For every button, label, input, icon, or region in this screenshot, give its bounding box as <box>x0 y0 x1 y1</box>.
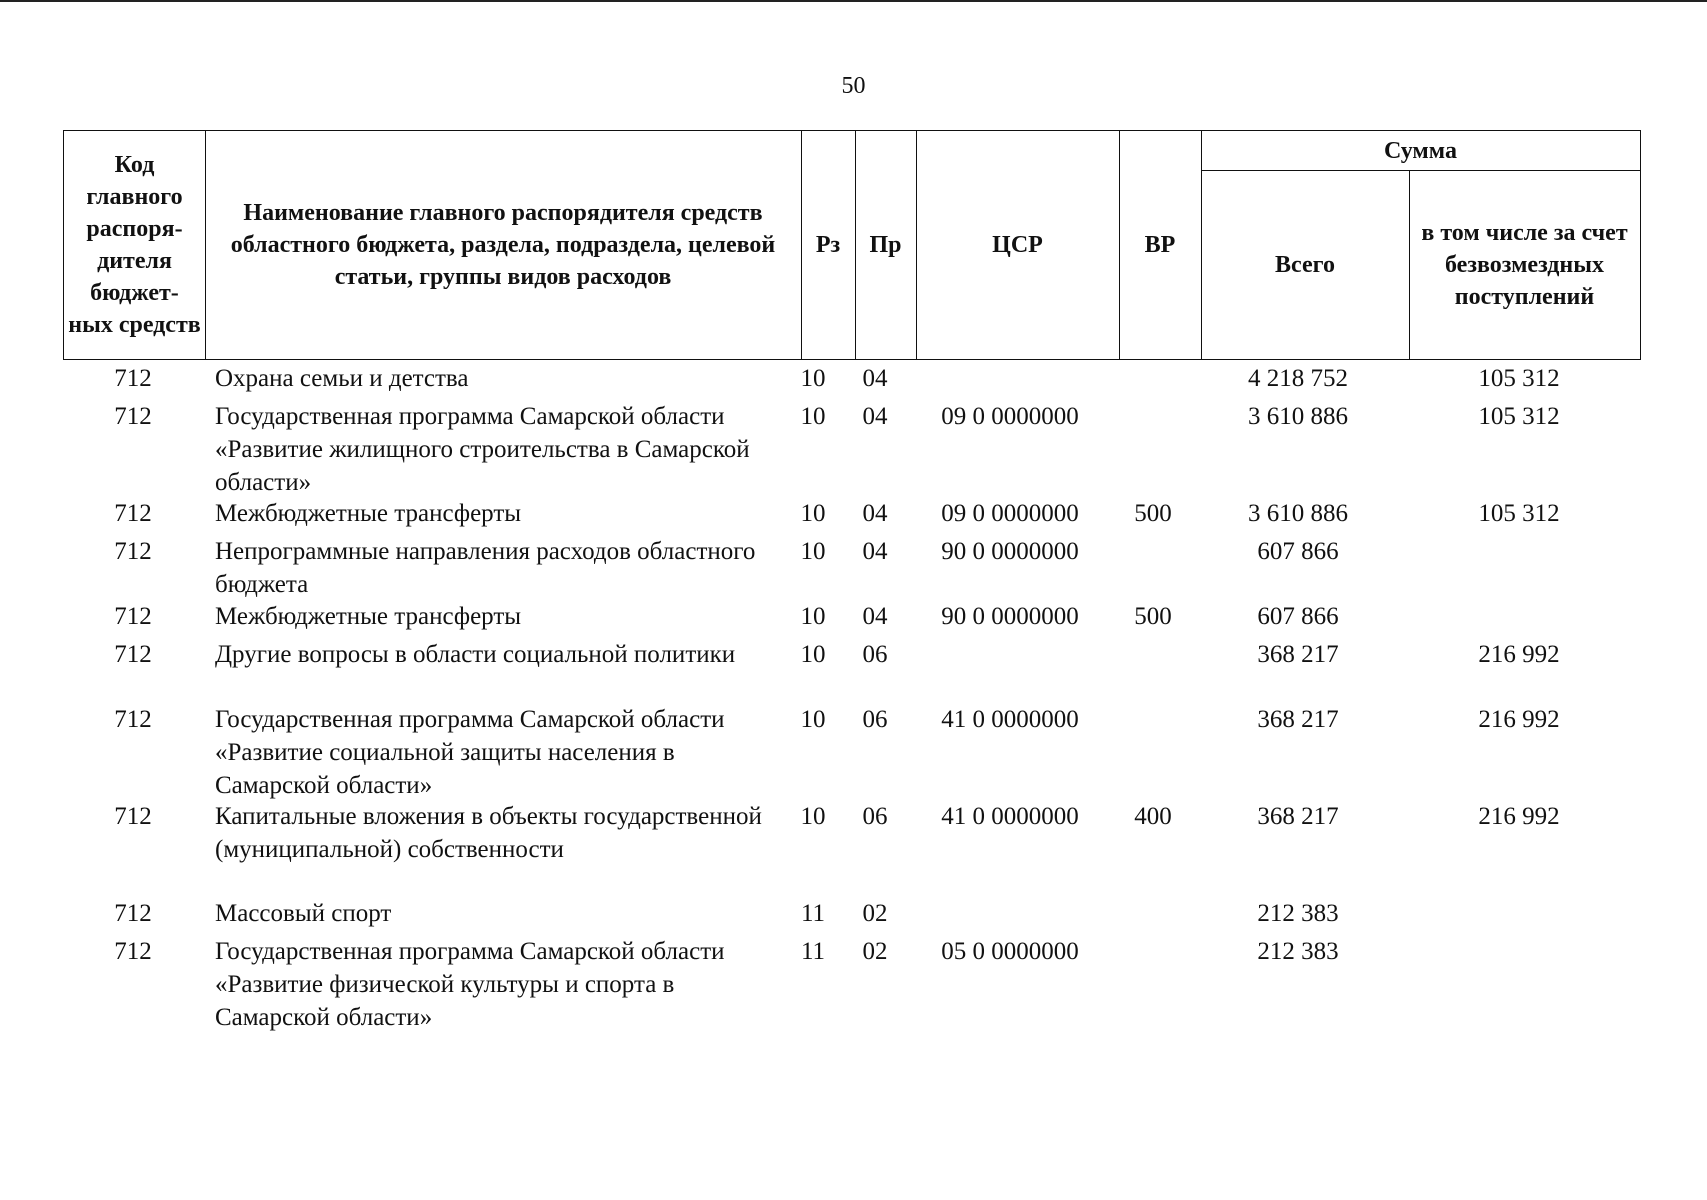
header-code: Код главного распоря-дителя бюджет-ных средств <box>68 152 201 338</box>
cell-csr: 90 0 0000000 <box>941 603 1079 630</box>
cell-pr: 06 <box>862 706 888 733</box>
cell-pr: 06 <box>862 641 888 668</box>
cell-code: 712 <box>114 365 152 392</box>
cell-code: 712 <box>114 500 152 527</box>
cell-vr: 500 <box>1134 603 1172 630</box>
cell-pr: 04 <box>862 500 888 527</box>
cell-rz: 10 <box>800 500 826 527</box>
cell-free: 216 992 <box>1478 641 1560 668</box>
header-rz: Рз <box>815 232 841 258</box>
cell-rz: 10 <box>800 603 826 630</box>
cell-total: 368 217 <box>1257 641 1339 668</box>
cell-total: 607 866 <box>1257 603 1339 630</box>
cell-rz: 11 <box>800 938 826 965</box>
cell-csr: 41 0 0000000 <box>941 706 1079 733</box>
header-sum: Сумма <box>1384 137 1457 164</box>
cell-rz: 10 <box>800 538 826 565</box>
cell-pr: 04 <box>862 603 888 630</box>
header-csr: ЦСР <box>992 232 1043 258</box>
cell-csr: 90 0 0000000 <box>941 538 1079 565</box>
cell-rz: 10 <box>800 641 826 668</box>
cell-vr: 400 <box>1134 803 1172 830</box>
cell-free: 105 312 <box>1478 403 1560 430</box>
cell-pr: 04 <box>862 365 888 392</box>
cell-code: 712 <box>114 938 152 965</box>
cell-free: 105 312 <box>1478 365 1560 392</box>
cell-free: 216 992 <box>1478 803 1560 830</box>
cell-name: Непрограммные направления расходов областного бюджета <box>215 538 756 598</box>
cell-name: Межбюджетные трансферты <box>215 500 522 527</box>
header-total: Всего <box>1275 251 1335 278</box>
cell-rz: 10 <box>800 365 826 392</box>
cell-total: 4 218 752 <box>1248 365 1348 392</box>
cell-name: Другие вопросы в области социальной политики <box>215 641 736 668</box>
cell-rz: 10 <box>800 403 826 430</box>
cell-free: 216 992 <box>1478 706 1560 733</box>
cell-rz: 10 <box>800 706 826 733</box>
header-free: в том числе за счет безвозмездных поступлений <box>1421 219 1628 310</box>
scan-edge <box>0 0 1707 2</box>
cell-free: 105 312 <box>1478 500 1560 527</box>
page-number: 50 <box>841 73 866 99</box>
cell-name: Межбюджетные трансферты <box>215 603 522 630</box>
cell-code: 712 <box>114 603 152 630</box>
cell-name: Охрана семьи и детства <box>215 365 469 392</box>
cell-total: 368 217 <box>1257 803 1339 830</box>
cell-csr: 09 0 0000000 <box>941 403 1079 430</box>
cell-pr: 02 <box>862 900 888 927</box>
cell-vr: 500 <box>1134 500 1172 527</box>
cell-pr: 02 <box>862 938 888 965</box>
cell-code: 712 <box>114 538 152 565</box>
cell-name: Государственная программа Самарской области «Развитие социальной защиты населения в Самарской области» <box>215 706 725 799</box>
cell-code: 712 <box>114 900 152 927</box>
cell-pr: 06 <box>862 803 888 830</box>
cell-total: 368 217 <box>1257 706 1339 733</box>
cell-total: 212 383 <box>1257 900 1339 927</box>
cell-code: 712 <box>114 641 152 668</box>
cell-total: 3 610 886 <box>1248 500 1348 527</box>
cell-total: 3 610 886 <box>1248 403 1348 430</box>
cell-code: 712 <box>114 706 152 733</box>
cell-total: 607 866 <box>1257 538 1339 565</box>
cell-name: Государственная программа Самарской области «Развитие физической культуры и спорта в Самарской области» <box>215 938 725 1031</box>
cell-csr: 09 0 0000000 <box>941 500 1079 527</box>
cell-pr: 04 <box>862 403 888 430</box>
cell-csr: 41 0 0000000 <box>941 803 1079 830</box>
cell-rz: 10 <box>800 803 826 830</box>
cell-name: Капитальные вложения в объекты государственной (муниципальной) собственности <box>215 803 762 863</box>
cell-name: Массовый спорт <box>215 900 392 927</box>
table-header <box>63 130 1641 360</box>
cell-name: Государственная программа Самарской области «Развитие жилищного строительства в Самарской области» <box>215 403 750 496</box>
header-vr: ВР <box>1144 232 1176 258</box>
header-pr: Пр <box>869 232 902 258</box>
header-name: Наименование главного распорядителя средств областного бюджета, раздела, подраздела, целевой статьи, группы видов расходов <box>230 200 776 290</box>
cell-code: 712 <box>114 403 152 430</box>
cell-total: 212 383 <box>1257 938 1339 965</box>
cell-pr: 04 <box>862 538 888 565</box>
cell-rz: 11 <box>800 900 826 927</box>
cell-csr: 05 0 0000000 <box>941 938 1079 965</box>
cell-code: 712 <box>114 803 152 830</box>
